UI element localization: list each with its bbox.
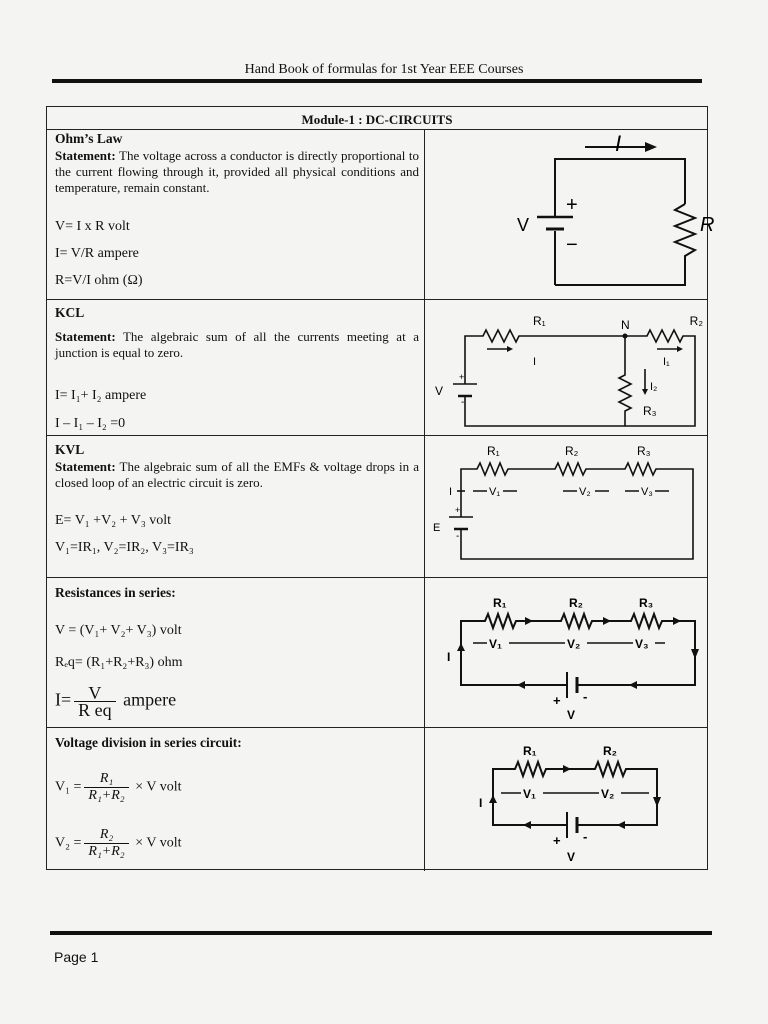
formula-table	[46, 106, 715, 870]
statement-text: The voltage across a conductor is directly proportional to the current flowing through it, provided all physical conditions and temperature, remain constant.	[55, 148, 420, 195]
label-i: I	[479, 796, 483, 810]
label-minus: -	[583, 689, 588, 704]
statement-label: Statement:	[55, 148, 116, 163]
label-r2: R₂	[603, 744, 617, 758]
arrowhead	[517, 681, 525, 689]
label-r1: R₁	[533, 314, 546, 328]
kcl-formula-2: I – I₁ – I₂ =0	[55, 416, 126, 431]
label-r2: R₂	[569, 596, 583, 610]
denominator: R eq	[78, 700, 112, 720]
module-title: Module-1 : DC-CIRCUITS	[47, 107, 707, 130]
wire-top	[555, 159, 685, 285]
label-plus: +	[566, 194, 578, 216]
arrowhead	[525, 617, 533, 625]
arrowhead	[523, 821, 531, 829]
label-r3: R₃	[643, 404, 657, 418]
label-plus: +	[553, 693, 561, 708]
fraction	[84, 827, 128, 860]
series-title: Resistances in series:	[55, 585, 176, 600]
ohms-law-figure	[425, 129, 715, 299]
label-v: V	[567, 708, 576, 722]
ohms-formula-1: V= I x R volt	[55, 219, 130, 234]
node-dot	[623, 334, 628, 339]
v2-lhs: V₂ =	[55, 835, 82, 851]
label-r3: R₃	[637, 444, 651, 458]
label-plus: +	[553, 833, 561, 848]
label-i: I	[533, 356, 537, 368]
statement-text: The algebraic sum of all the EMFs & voltage drops in a closed loop of an electric circuit is zero.	[55, 459, 420, 490]
kcl-figure	[425, 299, 709, 435]
label-i1: I₁	[663, 356, 670, 368]
voltage-division-figure	[425, 727, 709, 871]
label-minus: −	[566, 234, 578, 256]
header-rule	[52, 79, 702, 83]
kvl-title: KVL	[55, 442, 85, 457]
label-v3: V₃	[641, 486, 653, 498]
kcl-row	[47, 299, 707, 436]
numerator: R₂	[84, 827, 128, 844]
label-r2: R₂	[565, 444, 579, 458]
label-r3: R₃	[639, 596, 654, 610]
arrowhead	[563, 765, 571, 773]
fraction	[74, 685, 116, 718]
footer-rule	[50, 931, 712, 935]
kcl-title: KCL	[55, 305, 85, 320]
series-req-formula: Rₑq= (R₁+R₂+R₃) ohm	[55, 655, 183, 670]
label-resistor: R	[700, 214, 715, 236]
arrowhead	[645, 142, 657, 152]
arrowhead	[642, 389, 648, 395]
series-text	[55, 579, 419, 720]
current-unit: ampere	[123, 689, 177, 710]
label-minus: -	[583, 829, 588, 844]
kvl-formula-2: V₁=IR₁, V₂=IR₂, V₃=IR₃	[55, 540, 194, 555]
voltage-division-row	[47, 727, 707, 871]
kcl-circuit-diagram	[425, 299, 709, 435]
arrowhead	[507, 346, 513, 352]
arrowhead	[691, 649, 699, 659]
v1-lhs: V₁ =	[55, 779, 82, 795]
fraction	[84, 771, 128, 804]
arrowhead	[603, 617, 611, 625]
label-v: V	[567, 850, 576, 864]
label-v1: V₁	[523, 787, 536, 801]
vd-loop-bottom	[493, 799, 567, 825]
statement-label: Statement:	[55, 329, 116, 344]
label-minus: -	[461, 397, 465, 408]
series-circuit-diagram	[425, 577, 709, 727]
label-v1: V₁	[489, 637, 502, 651]
label-r1: R₁	[487, 444, 500, 458]
label-v2: V₂	[567, 637, 581, 651]
label-i2: I₂	[650, 381, 658, 393]
label-plus: +	[455, 505, 461, 515]
series-current-formula	[55, 685, 176, 718]
label-voltage: V	[517, 215, 530, 235]
numerator: R₁	[84, 771, 128, 788]
arrowhead	[677, 346, 683, 352]
ohms-law-text	[55, 131, 420, 288]
label-v3: V₃	[635, 637, 649, 651]
ohms-formula-3: R=V/I ohm (Ω)	[55, 273, 143, 288]
label-r2: R₂	[689, 314, 703, 328]
ohms-formula-2: I= V/R ampere	[55, 246, 139, 261]
label-r1: R₁	[493, 596, 507, 610]
label-v1: V₁	[489, 486, 501, 498]
kvl-statement	[55, 459, 419, 491]
voltage-division-title: Voltage division in series circuit:	[55, 735, 242, 750]
page-number: Page 1	[54, 949, 99, 965]
v1-rhs: × V volt	[135, 779, 182, 795]
label-current: I	[615, 131, 622, 156]
ohms-law-row	[47, 129, 715, 300]
kvl-text	[55, 437, 420, 555]
arrowhead	[457, 643, 465, 651]
v2-formula	[55, 827, 181, 860]
statement-label: Statement:	[55, 459, 116, 474]
kvl-formula-1: E= V₁ +V₂ + V₃ volt	[55, 513, 171, 528]
label-e: E	[433, 522, 441, 534]
numerator: V	[74, 685, 116, 702]
series-row	[47, 577, 707, 728]
ohms-circuit-diagram	[425, 129, 715, 299]
label-node: N	[621, 318, 630, 332]
denominator: R₁+R₂	[88, 844, 125, 859]
v1-formula	[55, 771, 181, 804]
label-v2: V₂	[579, 486, 591, 498]
label-v2: V₂	[601, 787, 615, 801]
arrowhead	[673, 617, 681, 625]
kvl-loop	[461, 463, 693, 559]
series-loop-bottom	[461, 653, 567, 685]
label-i: I	[449, 486, 453, 498]
arrowhead	[653, 797, 661, 807]
statement-text: The algebraic sum of all the currents meeting at a junction is equal to zero.	[55, 329, 419, 360]
kcl-main-loop	[465, 330, 695, 426]
kcl-statement	[55, 329, 419, 361]
arrowhead	[489, 795, 497, 803]
arrowhead	[629, 681, 637, 689]
kvl-circuit-diagram	[425, 435, 709, 577]
v2-rhs: × V volt	[135, 835, 182, 851]
current-lhs: I=	[55, 689, 72, 710]
label-plus: +	[459, 372, 465, 382]
denominator: R₁+R₂	[88, 788, 125, 803]
label-r1: R₁	[523, 744, 537, 758]
series-figure	[425, 577, 709, 727]
ohms-law-statement	[55, 148, 419, 196]
ohms-law-title: Ohm’s Law	[55, 131, 123, 146]
page-header: Hand Book of formulas for 1st Year EEE Courses	[244, 62, 524, 77]
kcl-formula-1: I= I₁+ I₂ ampere	[55, 388, 147, 403]
kcl-text	[55, 301, 419, 431]
voltage-division-text	[55, 729, 419, 859]
arrowhead	[617, 821, 625, 829]
kvl-row	[47, 435, 707, 578]
label-minus: -	[456, 531, 460, 542]
label-i: I	[447, 650, 451, 664]
voltage-division-diagram	[425, 727, 709, 871]
series-formula-1: V = (V₁+ V₂+ V₃) volt	[55, 623, 182, 638]
label-v: V	[435, 384, 444, 398]
kvl-figure	[425, 435, 709, 577]
